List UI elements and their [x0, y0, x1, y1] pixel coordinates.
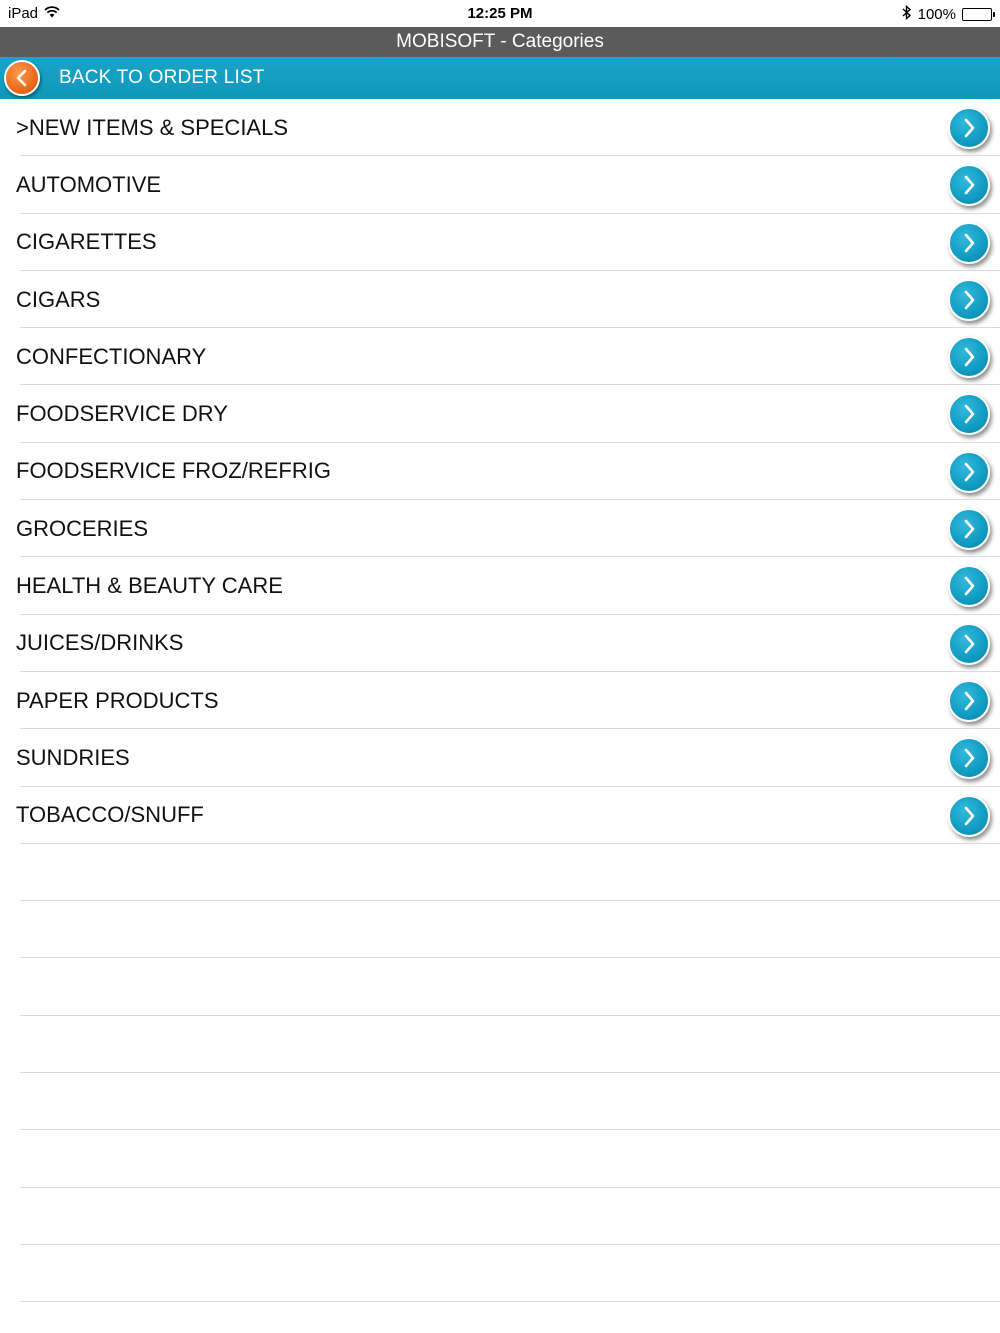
chevron-right-icon[interactable]: [948, 107, 990, 149]
empty-row: [0, 1130, 1000, 1187]
category-row[interactable]: [0, 214, 1000, 271]
chevron-right-icon[interactable]: [948, 508, 990, 550]
category-list: [0, 99, 1000, 1302]
back-to-order-list-button[interactable]: [0, 57, 265, 99]
battery-percent: 100%: [917, 6, 956, 23]
category-row[interactable]: [0, 385, 1000, 442]
chevron-right-icon[interactable]: [948, 393, 990, 435]
category-row[interactable]: [0, 729, 1000, 786]
chevron-right-icon[interactable]: [948, 451, 990, 493]
category-label: SUNDRIES: [16, 744, 130, 770]
category-row[interactable]: [0, 328, 1000, 385]
category-row[interactable]: [0, 787, 1000, 844]
status-right: [902, 5, 992, 24]
category-row[interactable]: [0, 557, 1000, 614]
category-label: FOODSERVICE FROZ/REFRIG: [16, 458, 331, 484]
category-label: TOBACCO/SNUFF: [16, 802, 204, 828]
chevron-right-icon[interactable]: [948, 795, 990, 837]
page-title: MOBISOFT - Categories: [0, 27, 1000, 57]
category-label: FOODSERVICE DRY: [16, 401, 228, 427]
back-bar: [0, 57, 1000, 99]
category-row[interactable]: [0, 271, 1000, 328]
empty-row: [0, 1188, 1000, 1245]
category-label: AUTOMOTIVE: [16, 171, 162, 197]
bluetooth-icon: [902, 5, 912, 24]
chevron-right-icon[interactable]: [948, 279, 990, 321]
category-row[interactable]: [0, 99, 1000, 156]
category-row[interactable]: [0, 156, 1000, 213]
chevron-left-icon: [4, 60, 40, 96]
category-row[interactable]: [0, 500, 1000, 557]
back-button-label: BACK TO ORDER LIST: [59, 67, 265, 88]
empty-row: [0, 1073, 1000, 1130]
category-row[interactable]: [0, 443, 1000, 500]
empty-row: [0, 1016, 1000, 1073]
category-label: PAPER PRODUCTS: [16, 687, 219, 713]
category-label: GROCERIES: [16, 515, 149, 541]
status-bar: [0, 0, 1000, 27]
chevron-right-icon[interactable]: [948, 222, 990, 264]
category-label: HEALTH & BEAUTY CARE: [16, 573, 283, 599]
category-label: CIGARETTES: [16, 229, 157, 255]
status-time: 12:25 PM: [467, 5, 533, 22]
category-row[interactable]: [0, 672, 1000, 729]
category-row[interactable]: [0, 615, 1000, 672]
device-name: iPad: [8, 5, 39, 22]
category-label: >NEW ITEMS & SPECIALS: [16, 114, 289, 140]
empty-row: [0, 958, 1000, 1015]
chevron-right-icon[interactable]: [948, 623, 990, 665]
empty-row: [0, 901, 1000, 958]
category-label: CIGARS: [16, 286, 101, 312]
battery-icon: [962, 8, 992, 21]
category-label: CONFECTIONARY: [16, 343, 207, 369]
empty-row: [0, 844, 1000, 901]
chevron-right-icon[interactable]: [948, 164, 990, 206]
chevron-right-icon[interactable]: [948, 737, 990, 779]
chevron-right-icon[interactable]: [948, 680, 990, 722]
chevron-right-icon[interactable]: [948, 336, 990, 378]
empty-row: [0, 1245, 1000, 1302]
category-label: JUICES/DRINKS: [16, 630, 184, 656]
chevron-right-icon[interactable]: [948, 565, 990, 607]
